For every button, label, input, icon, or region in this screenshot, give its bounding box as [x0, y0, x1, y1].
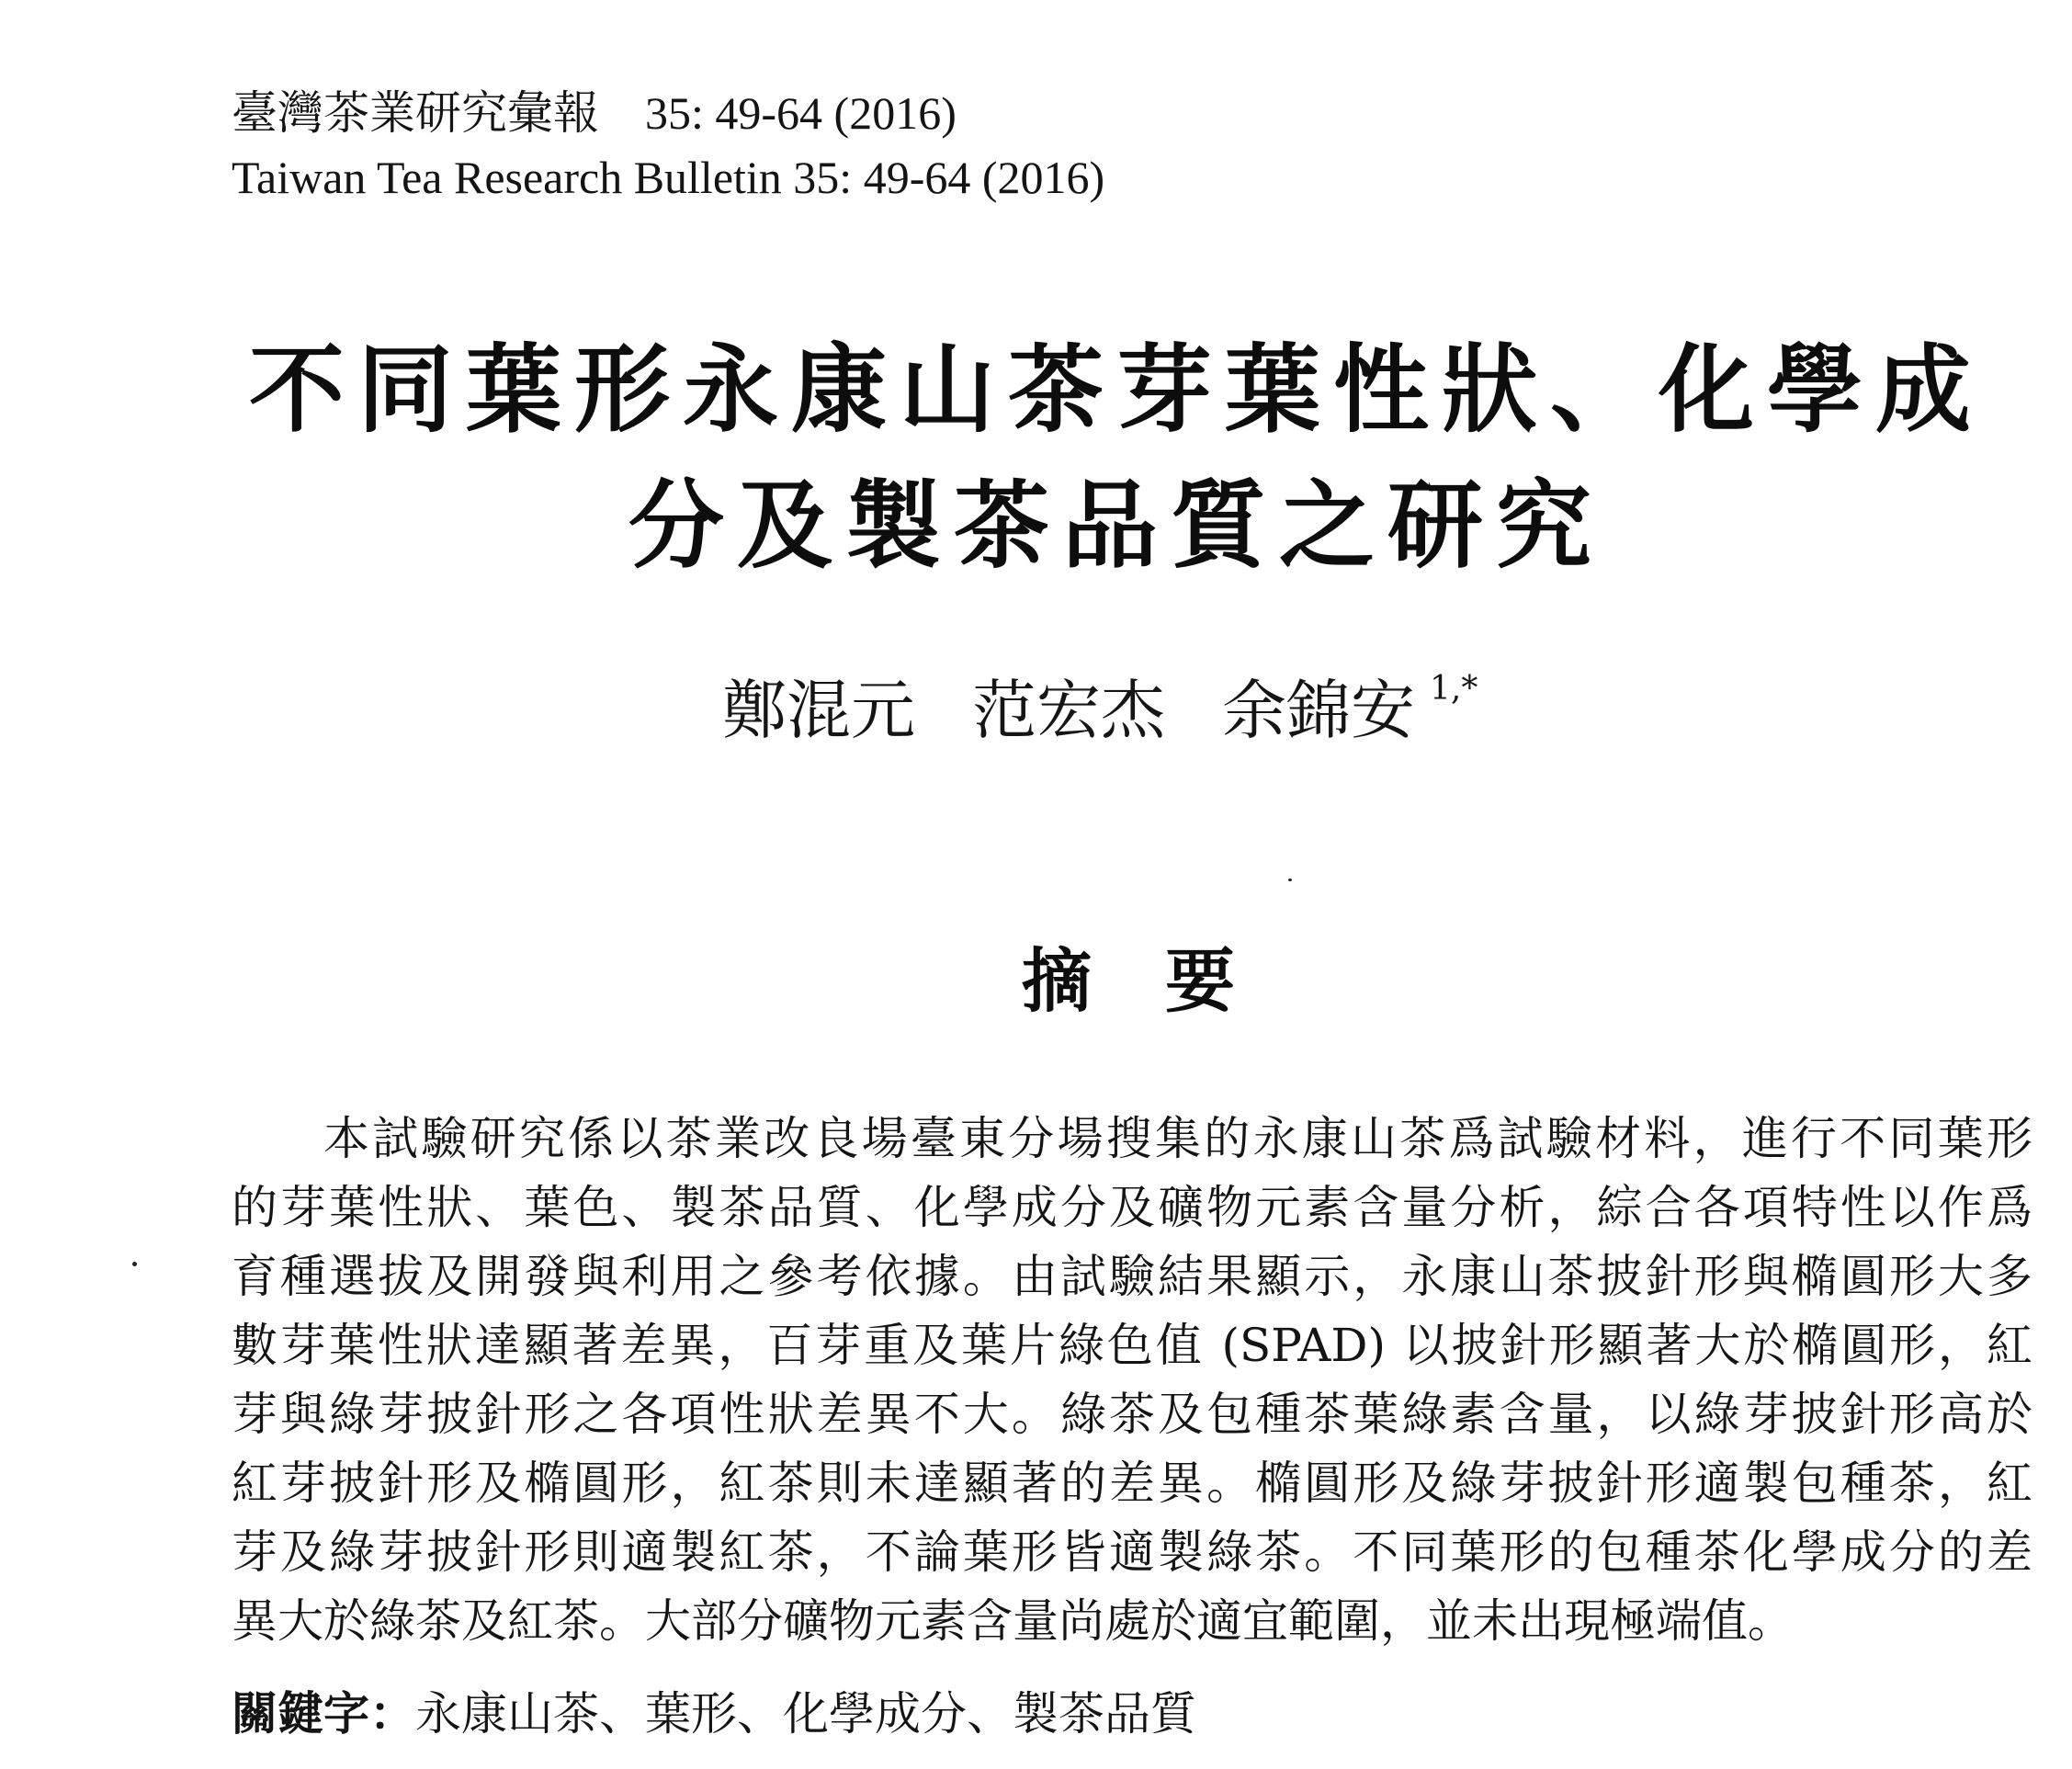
author-name: 余錦安 [1222, 673, 1415, 748]
abstract-line: 紅芽披針形及橢圓形，紅茶則未達顯著的差異。橢圓形及綠芽披針形適製包種茶，紅 [232, 1457, 2032, 1510]
affiliation-marker: 1,* [1430, 670, 1478, 708]
author-name: 范宏杰 [972, 673, 1165, 748]
abstract-line: 數芽葉性狀達顯著差異，百芽重及葉片綠色值 (SPAD) 以披針形顯著大於橢圓形，紅 [232, 1319, 2032, 1372]
keywords-label: 關鍵字： [232, 1687, 415, 1741]
paper-title-line-2: 分及製茶品質之研究 [628, 470, 1604, 582]
scan-speck [1288, 879, 1292, 881]
journal-citation-en: Taiwan Tea Research Bulletin 35: 49-64 (2016) [232, 152, 1105, 203]
abstract-line: 育種選拔及開發與利用之參考依據。由試驗結果顯示，永康山茶披針形與橢圓形大多 [232, 1250, 2032, 1303]
abstract-line: 異大於綠茶及紅茶。大部分礦物元素含量尚處於適宜範圍，並未出現極端值。 [232, 1594, 1794, 1648]
journal-citation-zh: 臺灣茶業研究彙報 35: 49-64 (2016) [232, 87, 957, 139]
abstract-line: 芽及綠芽披針形則適製紅茶，不論葉形皆適製綠茶。不同葉形的包種茶化學成分的差 [232, 1525, 2032, 1579]
abstract-heading: 摘要 [1022, 940, 1308, 1022]
abstract-line: 本試驗研究係以茶業改良場臺東分場搜集的永康山茶爲試驗材料，進行不同葉形 [323, 1112, 2032, 1165]
scan-speck [132, 1262, 137, 1266]
abstract-line: 的芽葉性狀、葉色、製茶品質、化學成分及礦物元素含量分析，綜合各項特性以作爲 [232, 1181, 2032, 1234]
paper-title-line-1: 不同葉形永康山茶芽葉性狀、化學成 [248, 334, 1984, 446]
abstract-line: 芽與綠芽披針形之各項性狀差異不大。綠茶及包種茶葉綠素含量，以綠芽披針形高於 [232, 1388, 2032, 1441]
author-list [722, 670, 1478, 748]
author-name: 鄭混元 [722, 673, 915, 748]
keywords-line [232, 1687, 1196, 1741]
keywords-text: 永康山茶、葉形、化學成分、製茶品質 [415, 1687, 1196, 1741]
